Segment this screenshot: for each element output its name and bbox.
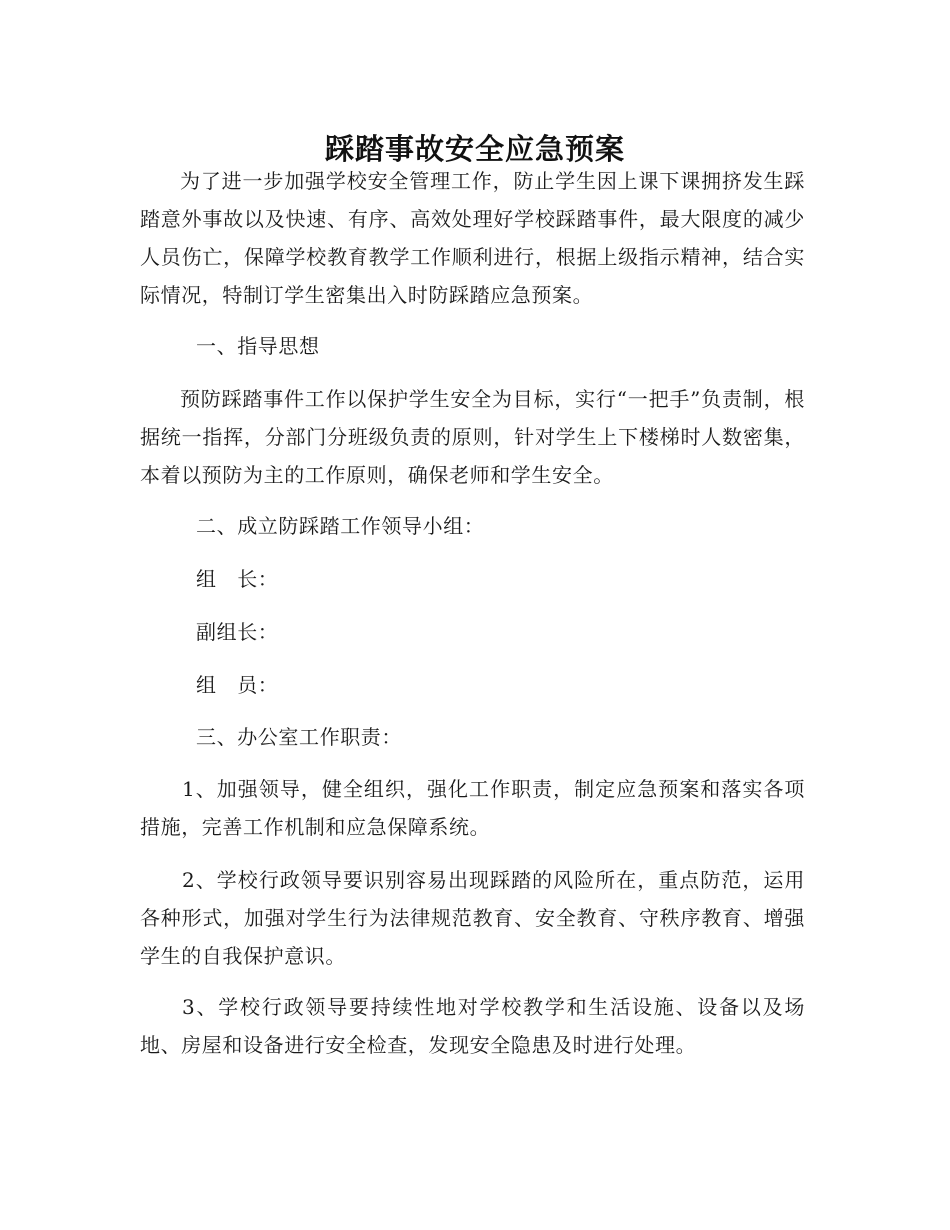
duty-item: 1、加强领导，健全组织，强化工作职责，制定应急预案和落实各项措施，完善工作机制和应急保障系统。: [140, 777, 805, 839]
group-member-label: 组 员：: [196, 673, 279, 697]
duty-item: 2、学校行政领导要识别容易出现踩踏的风险所在，重点防范，运用各种形式，加强对学生行为法律规范教育、安全教育、守秩序教育、增强学生的自我保护意识。: [140, 868, 805, 968]
deputy-leader-label: 副组长：: [196, 620, 279, 644]
section-heading-leadership-group: 二、成立防踩踏工作领导小组：: [196, 514, 485, 538]
section-heading-guiding-ideology: 一、指导思想: [196, 334, 320, 358]
section-heading-office-duties: 三、办公室工作职责：: [196, 725, 402, 749]
intro-paragraph: 为了进一步加强学校安全管理工作，防止学生因上课下课拥挤发生踩踏意外事故以及快速、有序、高效处理好学校踩踏事件，最大限度的减少人员伤亡，保障学校教育教学工作顺利进行，根据上级指示精神，结合实际情况，特制订学生密集出入时防踩踏应急预案。: [140, 169, 805, 307]
duty-item: 3、学校行政领导要持续性地对学校教学和生活设施、设备以及场地、房屋和设备进行安全检查，发现安全隐患及时进行处理。: [140, 995, 805, 1057]
document-title: 踩踏事故安全应急预案: [324, 132, 625, 167]
group-leader-label: 组 长：: [196, 567, 279, 591]
section-body-guiding-ideology: 预防踩踏事件工作以保护学生安全为目标，实行“一把手”负责制，根据统一指挥，分部门分班级负责的原则，针对学生上下楼梯时人数密集，本着以预防为主的工作原则，确保老师和学生安全。: [140, 387, 805, 487]
